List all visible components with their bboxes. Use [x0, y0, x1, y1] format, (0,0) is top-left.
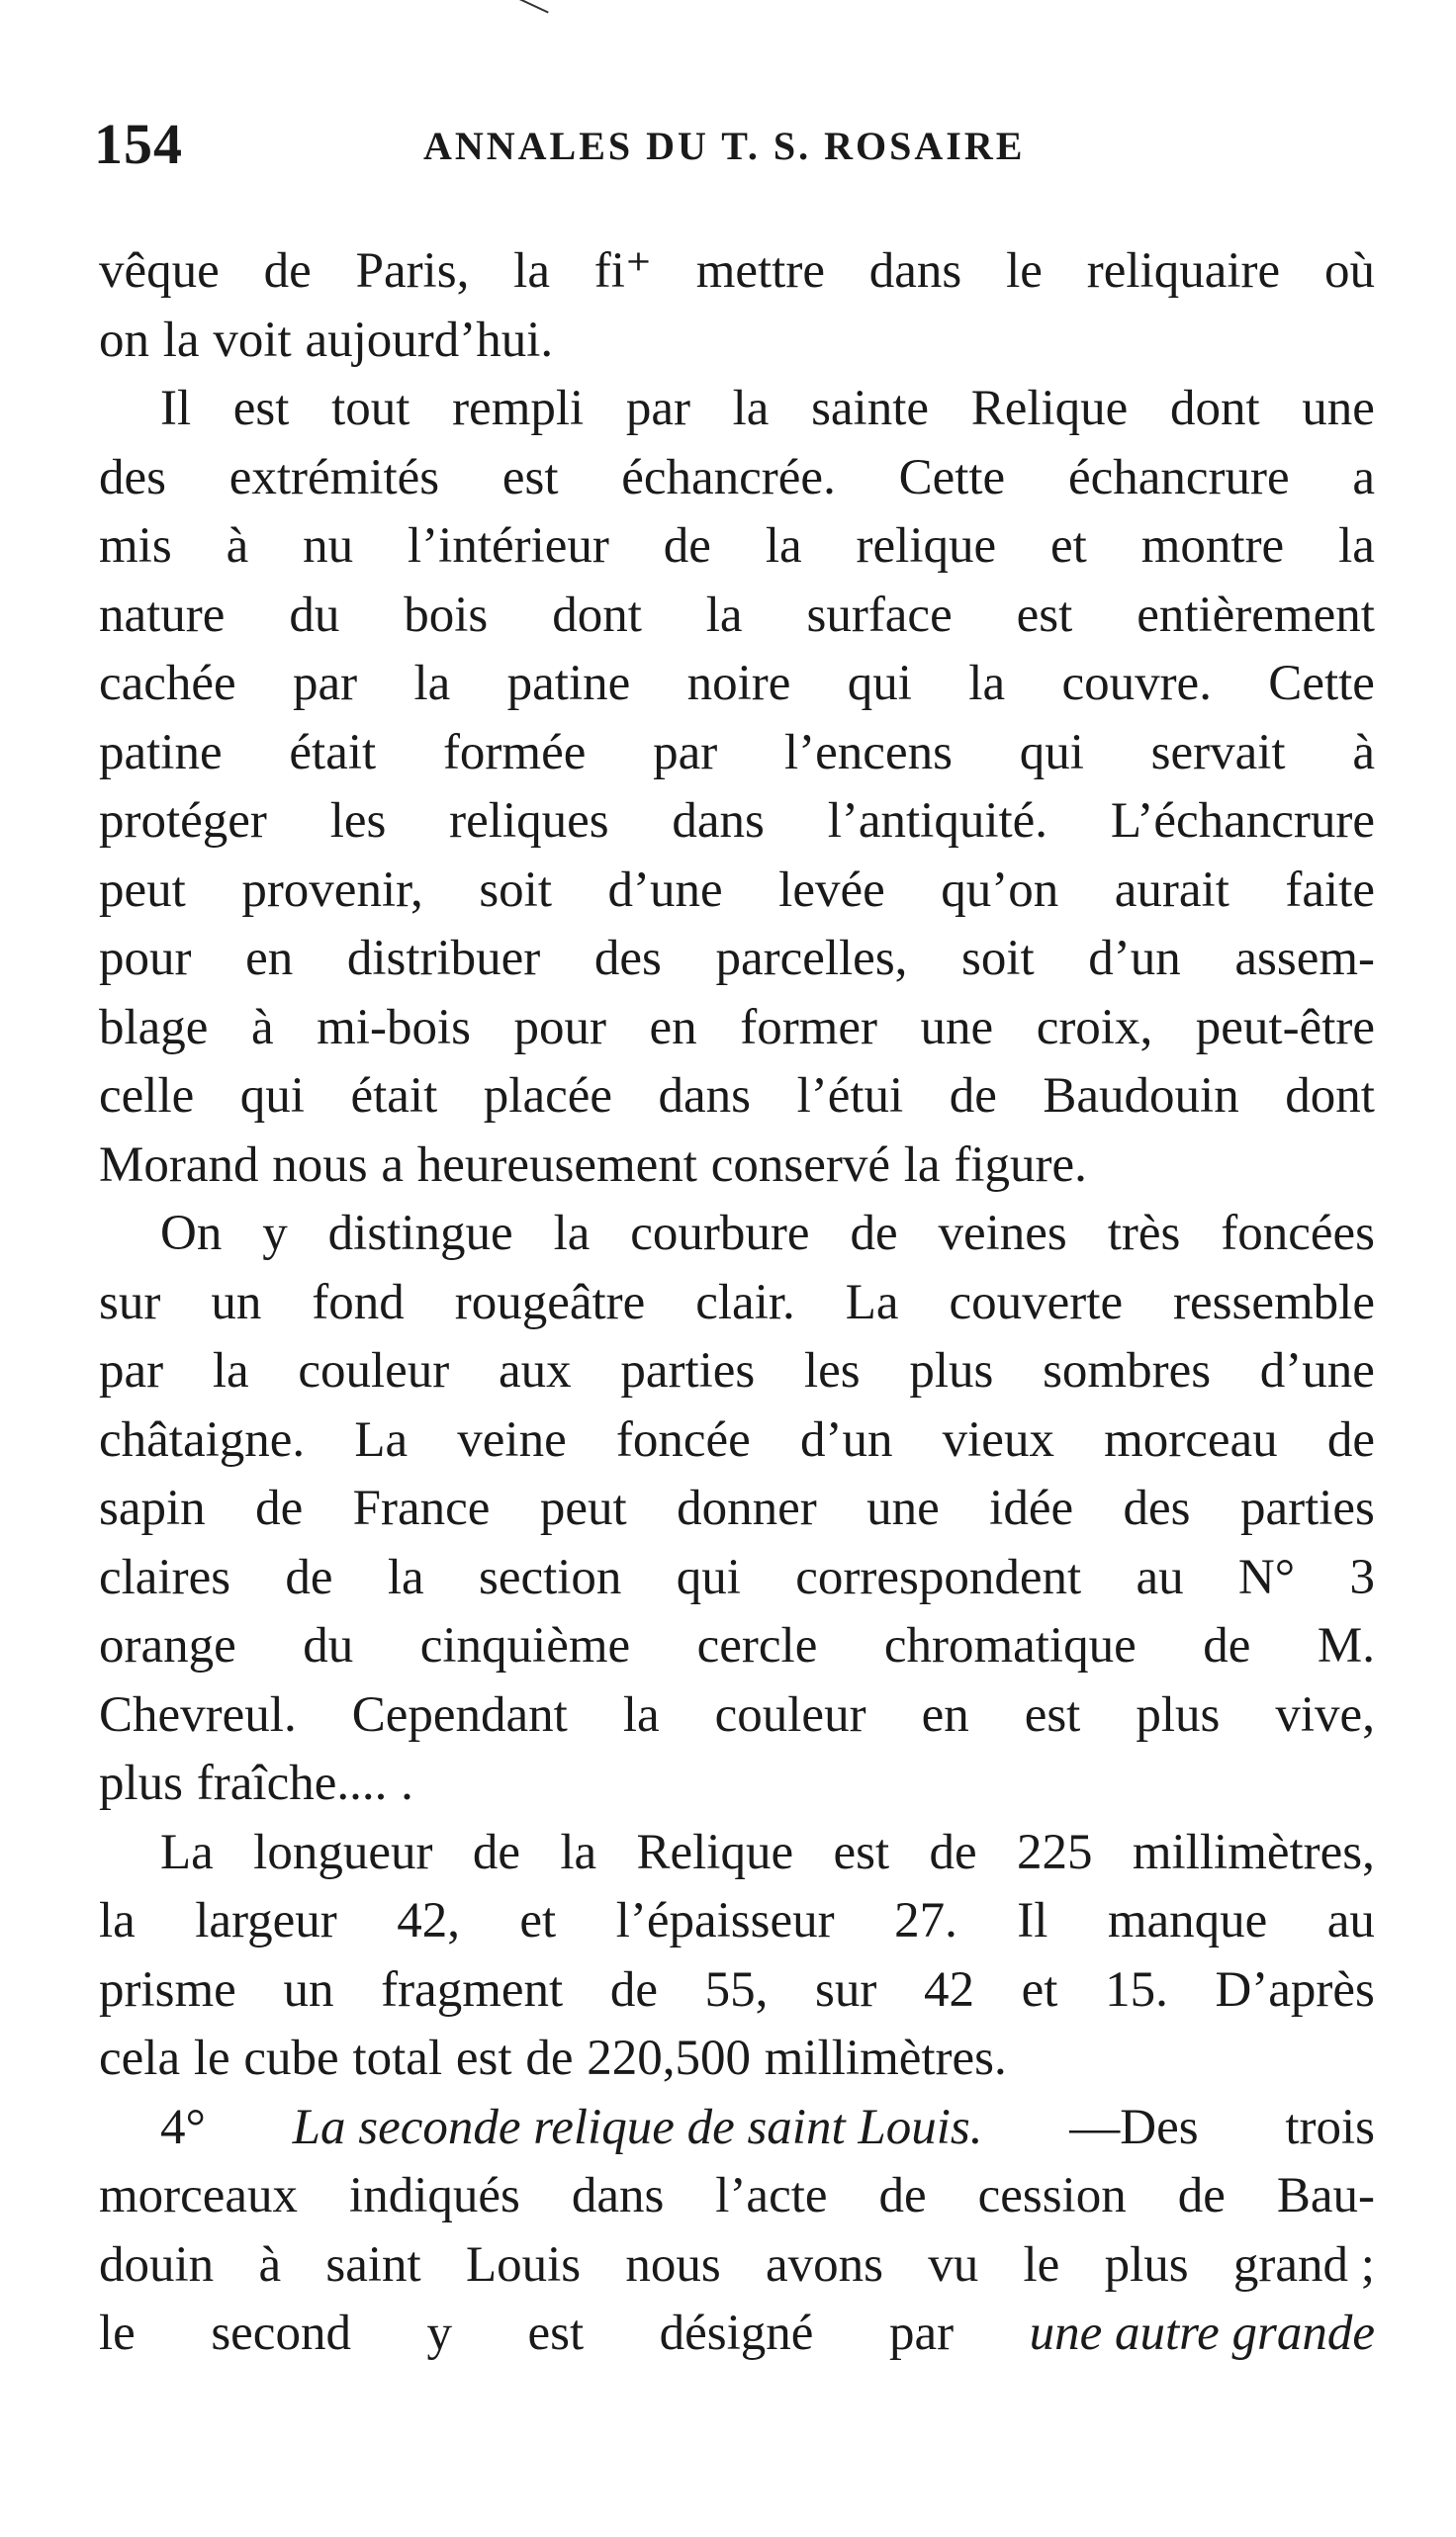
text-line	[99, 307, 1375, 376]
word: clair.	[695, 1274, 795, 1330]
word: donner	[677, 1481, 817, 1536]
word: largeur	[195, 1893, 337, 1948]
word: au	[1326, 1893, 1375, 1948]
word: de	[609, 1961, 658, 2018]
word: parcelles,	[715, 931, 908, 986]
text-line	[99, 375, 1375, 444]
word: échancrée.	[621, 449, 836, 505]
word: plus	[909, 1343, 994, 1399]
text-line	[99, 444, 1375, 513]
word: mettre	[695, 243, 825, 299]
word: de	[850, 1206, 898, 1261]
word: a	[1352, 449, 1375, 505]
word: qui	[239, 1068, 305, 1124]
word: foncée	[615, 1411, 751, 1468]
word: un	[211, 1274, 262, 1330]
word: 27.	[894, 1893, 957, 1948]
text-line	[99, 2231, 1375, 2301]
word: des	[99, 449, 166, 505]
text-line	[99, 2094, 1375, 2163]
word: dans	[571, 2168, 665, 2223]
word: .	[401, 1756, 413, 1811]
word: La	[354, 1411, 409, 1468]
word: 220,500	[587, 2031, 751, 2086]
word: l’encens	[784, 724, 953, 780]
page-number: 154	[94, 112, 183, 176]
word: relique	[856, 518, 997, 574]
word: est	[455, 2031, 512, 2086]
word: peut	[99, 861, 186, 918]
word: levée	[778, 861, 885, 918]
word: a	[381, 1136, 404, 1193]
word: La	[160, 1824, 214, 1880]
word: couverte	[949, 1274, 1124, 1330]
word: On	[160, 1206, 223, 1261]
word: couleur	[298, 1343, 450, 1399]
word: de	[525, 2031, 574, 2086]
word: où	[1323, 243, 1375, 299]
word: pour	[99, 931, 192, 986]
word: indiqués	[349, 2168, 520, 2223]
text-line	[99, 650, 1375, 719]
word: patine	[506, 656, 631, 711]
word: châtaigne.	[99, 1411, 306, 1468]
word: rougeâtre	[454, 1274, 646, 1330]
text-line	[99, 1406, 1375, 1476]
word: est	[527, 2306, 585, 2361]
word: manque	[1107, 1893, 1268, 1948]
word: dont	[1285, 1068, 1375, 1124]
word: sur	[99, 1274, 161, 1330]
word: est	[1016, 587, 1073, 643]
word: qui	[676, 1549, 741, 1605]
word: reliques	[449, 793, 609, 849]
word: Relique	[636, 1824, 794, 1880]
word: cela	[99, 2031, 181, 2086]
word: aux	[498, 1343, 572, 1399]
word: la	[162, 312, 200, 368]
word: nous	[272, 1136, 368, 1193]
word: distingue	[327, 1206, 513, 1261]
word: au	[1136, 1549, 1184, 1605]
word: extrémités	[228, 449, 440, 505]
word: le	[1023, 2236, 1060, 2293]
word: la	[560, 1824, 597, 1880]
text-line	[99, 582, 1375, 651]
word: chromatique	[883, 1618, 1137, 1674]
word: la	[553, 1206, 591, 1261]
word: heureusement	[416, 1136, 697, 1193]
text-line	[99, 719, 1375, 788]
word: une autre grande	[1029, 2306, 1375, 2361]
word: orange	[99, 1618, 236, 1674]
word: mis	[99, 518, 172, 574]
text-line	[99, 1681, 1375, 1751]
word: mi-bois	[317, 999, 471, 1055]
word: Il	[1017, 1893, 1048, 1948]
word: pour	[513, 999, 607, 1055]
text-line	[99, 1337, 1375, 1406]
word: dans	[868, 243, 962, 299]
word: sainte	[811, 381, 930, 436]
word: vêque	[99, 243, 220, 299]
word: idée	[989, 1481, 1074, 1536]
word: dont	[552, 587, 642, 643]
word: de	[1203, 1618, 1251, 1674]
word: de	[1177, 2168, 1226, 2223]
word: fi⁺	[593, 243, 652, 299]
word: Paris,	[355, 243, 470, 299]
word: France	[352, 1481, 491, 1536]
word: aurait	[1114, 861, 1229, 918]
word: figure.	[954, 1136, 1087, 1193]
word: aujourd’hui.	[305, 312, 554, 368]
word: qui	[1019, 724, 1084, 780]
word: de	[1326, 1411, 1375, 1468]
word: Morand	[99, 1136, 259, 1193]
text-line	[99, 1612, 1375, 1681]
word: 15.	[1105, 1961, 1168, 2018]
word: soit	[961, 931, 1035, 986]
text-line	[99, 2025, 1375, 2094]
word: Il	[160, 381, 192, 436]
word: fond	[312, 1274, 405, 1330]
word: 42	[923, 1961, 974, 2018]
word: parties	[620, 1343, 756, 1399]
word: conservé	[710, 1136, 890, 1193]
word: en	[245, 931, 294, 986]
word: soit	[479, 861, 553, 918]
word: la	[903, 1136, 941, 1193]
word: correspondent	[795, 1549, 1082, 1605]
word: désigné	[659, 2306, 814, 2361]
word: l’intérieur	[408, 518, 609, 574]
word: 4°	[160, 2099, 206, 2155]
word: cinquième	[419, 1618, 631, 1674]
word: rempli	[452, 381, 585, 436]
text-line	[99, 1269, 1375, 1338]
word: y	[262, 1206, 288, 1261]
word: tout	[331, 381, 410, 436]
text-line	[99, 1200, 1375, 1269]
word: la	[732, 381, 770, 436]
word: du	[303, 1618, 354, 1674]
scan-mark	[515, 0, 548, 14]
text-line	[99, 1475, 1375, 1544]
word: millimètres.	[764, 2031, 1007, 2086]
word: 42,	[397, 1893, 460, 1948]
word: Cette	[898, 449, 1006, 505]
word: couleur	[714, 1686, 866, 1743]
word: à	[250, 999, 274, 1055]
word: parties	[1239, 1481, 1375, 1536]
word: cachée	[99, 656, 236, 711]
word: à	[1352, 724, 1375, 780]
word: dans	[658, 1068, 752, 1124]
word: le	[1006, 243, 1043, 299]
text-line	[99, 857, 1375, 926]
word: sombres	[1043, 1343, 1212, 1399]
word: L’échancrure	[1110, 793, 1375, 849]
word: surface	[806, 587, 953, 643]
word: un	[283, 1961, 334, 2018]
word: était	[289, 724, 377, 780]
text-line	[99, 2162, 1375, 2231]
word: D’après	[1215, 1961, 1375, 2018]
word: la	[1338, 518, 1375, 574]
word: à	[258, 2236, 282, 2293]
word: la	[387, 1549, 424, 1605]
word: d’un	[799, 1411, 893, 1468]
word: peut	[539, 1481, 627, 1536]
running-head	[94, 111, 1380, 180]
word: la	[622, 1686, 660, 1743]
word: de	[929, 1824, 977, 1880]
word: la	[99, 1893, 136, 1948]
word: nous	[625, 2236, 721, 2293]
word: les	[329, 793, 387, 849]
word: nu	[303, 518, 354, 574]
word: Cette	[1268, 656, 1375, 711]
word: voit	[213, 312, 292, 368]
word: patine	[99, 724, 223, 780]
word: très	[1107, 1206, 1181, 1261]
word: de	[663, 518, 711, 574]
word: millimètres,	[1132, 1824, 1375, 1880]
word: une	[920, 999, 994, 1055]
word: l’acte	[715, 2168, 828, 2223]
word: cession	[977, 2168, 1127, 2223]
word: on	[99, 312, 149, 368]
word: morceau	[1104, 1411, 1278, 1468]
word: de	[472, 1824, 520, 1880]
word: placée	[483, 1068, 613, 1124]
word: section	[478, 1549, 622, 1605]
word: par	[653, 724, 718, 780]
word: sapin	[99, 1481, 206, 1536]
word: cercle	[696, 1618, 818, 1674]
word: second	[211, 2306, 351, 2361]
word: 55,	[704, 1961, 769, 2018]
word: une	[866, 1481, 940, 1536]
word: sur	[814, 1961, 877, 2018]
word: en	[921, 1686, 969, 1743]
word: nature	[99, 587, 226, 643]
word: montre	[1140, 518, 1285, 574]
word: qui	[847, 656, 912, 711]
text-line	[99, 994, 1375, 1063]
text-line	[99, 925, 1375, 994]
header-title: ANNALES DU T. S. ROSAIRE	[423, 124, 1026, 168]
word: longueur	[253, 1824, 433, 1880]
word: plus	[1104, 2236, 1189, 2293]
word: grand ;	[1232, 2236, 1375, 2293]
word: par	[625, 381, 690, 436]
word: assem-	[1234, 931, 1375, 986]
word: avons	[766, 2236, 883, 2293]
word: Louis	[465, 2236, 582, 2293]
word: est	[833, 1824, 890, 1880]
word: servait	[1150, 724, 1286, 780]
text-line	[99, 1956, 1375, 2026]
word: veine	[457, 1411, 567, 1468]
word: la	[968, 656, 1006, 711]
word: formée	[442, 724, 587, 780]
word: du	[289, 587, 340, 643]
word: des	[1123, 1481, 1191, 1536]
word: à	[226, 518, 249, 574]
text-line	[99, 1750, 1375, 1819]
word: d’une	[1259, 1343, 1375, 1399]
word: claires	[99, 1549, 231, 1605]
word: de	[255, 1481, 304, 1536]
word: les	[803, 1343, 861, 1399]
word: en	[649, 999, 697, 1055]
word: fragment	[381, 1961, 564, 2018]
word: une	[1302, 381, 1375, 436]
word: la	[513, 243, 550, 299]
word: l’étui	[796, 1068, 904, 1124]
word: reliquaire	[1086, 243, 1281, 299]
word: couvre.	[1061, 656, 1212, 711]
word: 225	[1017, 1824, 1093, 1880]
word: trois	[1285, 2099, 1375, 2155]
word: la	[212, 1343, 249, 1399]
word: —Des	[1069, 2099, 1199, 2155]
word: par	[888, 2306, 955, 2361]
text-line	[99, 1132, 1375, 1201]
word: échancrure	[1067, 449, 1290, 505]
word: Baudouin	[1043, 1068, 1239, 1124]
word: Cependant	[351, 1686, 568, 1743]
word: bois	[404, 587, 489, 643]
word: vu	[928, 2236, 979, 2293]
text-line	[99, 237, 1375, 307]
word: ressemble	[1173, 1274, 1375, 1330]
word: cube	[243, 2031, 339, 2086]
word: vieux	[942, 1411, 1054, 1468]
word: d’un	[1088, 931, 1181, 986]
word: et	[1050, 518, 1087, 574]
text-line	[99, 1062, 1375, 1132]
word: la	[765, 518, 802, 574]
word: de	[949, 1068, 997, 1124]
word: et	[519, 1893, 557, 1948]
word: La	[845, 1274, 899, 1330]
word: Chevreul.	[99, 1686, 297, 1743]
word: 3	[1349, 1549, 1375, 1605]
word: veines	[938, 1206, 1067, 1261]
word: croix,	[1036, 999, 1153, 1055]
word: fraîche....	[196, 1756, 388, 1811]
word: entièrement	[1137, 587, 1375, 643]
text-line	[99, 1887, 1375, 1956]
text-line	[99, 787, 1375, 857]
word: le	[99, 2306, 136, 2361]
word: protéger	[99, 793, 267, 849]
text-line	[99, 1819, 1375, 1888]
word: qu’on	[941, 861, 1059, 918]
word: plus	[99, 1756, 184, 1811]
word: celle	[99, 1068, 195, 1124]
word: foncées	[1221, 1206, 1375, 1261]
text-line	[99, 1544, 1375, 1613]
word: l’épaisseur	[615, 1893, 835, 1948]
word: est	[232, 381, 290, 436]
word: douin	[99, 2236, 215, 2293]
word: est	[501, 449, 559, 505]
word: la	[705, 587, 743, 643]
word: y	[426, 2306, 452, 2361]
word: dans	[672, 793, 765, 849]
word: provenir,	[241, 861, 423, 918]
word: N°	[1237, 1549, 1296, 1605]
word: blage	[99, 999, 209, 1055]
word: de	[263, 243, 312, 299]
word: par	[293, 656, 358, 711]
word: dont	[1169, 381, 1260, 436]
word: vive,	[1275, 1686, 1375, 1743]
word: des	[593, 931, 662, 986]
body-text	[99, 237, 1375, 2369]
word: former	[740, 999, 877, 1055]
word: total	[352, 2031, 443, 2086]
word: l’antiquité.	[827, 793, 1048, 849]
word: saint	[325, 2236, 421, 2293]
word: La seconde relique de saint Louis.	[292, 2099, 983, 2155]
word: la	[413, 656, 451, 711]
word: plus	[1136, 1686, 1221, 1743]
word: le	[193, 2031, 230, 2086]
word: morceaux	[99, 2168, 299, 2223]
word: d’une	[607, 861, 723, 918]
word: distribuer	[346, 931, 541, 986]
word: faite	[1285, 861, 1375, 918]
word: courbure	[630, 1206, 810, 1261]
word: et	[1021, 1961, 1058, 2018]
word: peut-être	[1195, 999, 1375, 1055]
word: par	[99, 1343, 164, 1399]
word: Relique	[970, 381, 1129, 436]
text-line	[99, 2300, 1375, 2369]
word: est	[1024, 1686, 1081, 1743]
word: noire	[686, 656, 791, 711]
word: de	[285, 1549, 333, 1605]
word: était	[350, 1068, 438, 1124]
word: de	[878, 2168, 927, 2223]
text-line	[99, 512, 1375, 582]
word: M.	[1317, 1618, 1375, 1674]
word: Bau-	[1276, 2168, 1375, 2223]
word: prisme	[99, 1961, 236, 2018]
